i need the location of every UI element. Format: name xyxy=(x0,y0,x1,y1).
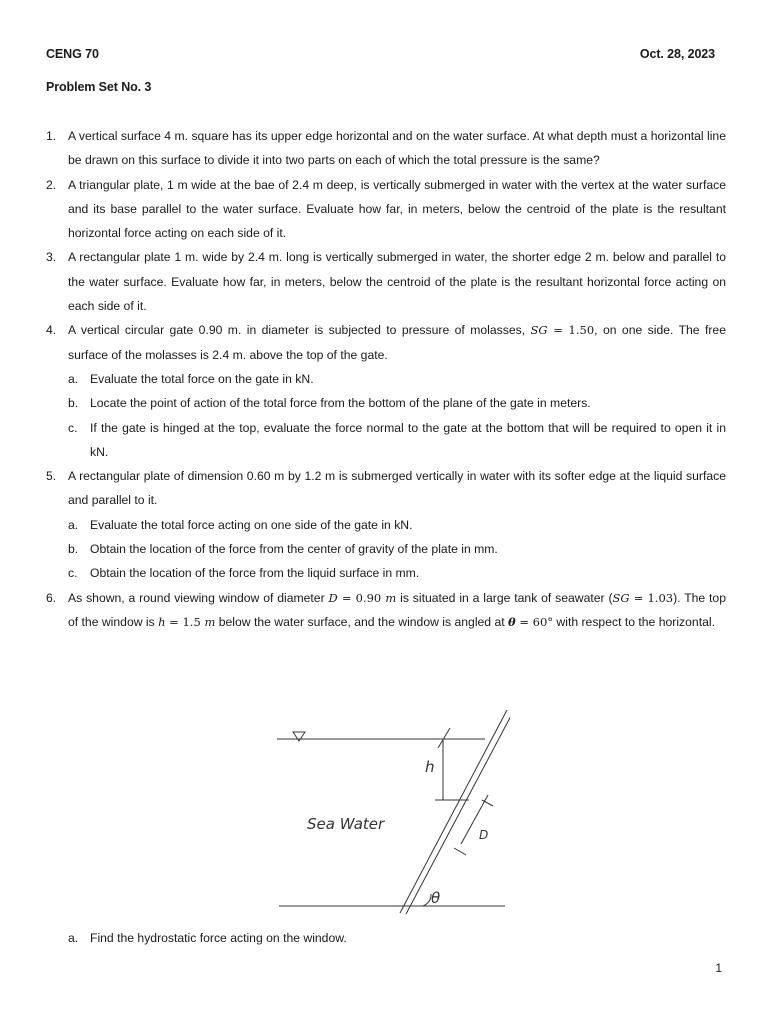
label-sea-water: Sea Water xyxy=(307,815,385,833)
problem-number: 3. xyxy=(46,250,57,265)
math-theta: θ xyxy=(508,614,516,629)
subpart-letter: a. xyxy=(68,371,79,386)
math-h-unit: m xyxy=(204,614,216,629)
problem-text: As shown, a round viewing window of diameter xyxy=(68,590,329,605)
problem-item xyxy=(46,124,726,173)
followup-question xyxy=(68,926,347,950)
math-d: D xyxy=(328,590,338,605)
subpart-text: Obtain the location of the force from the center of gravity of the plate in mm. xyxy=(90,542,498,557)
math-sg: SG xyxy=(530,323,548,338)
problem-text: A rectangular plate of dimension 0.60 m by 1.2 m is submerged vertically in water with its softer edge at the liquid surface and parallel to it. xyxy=(68,469,726,508)
subpart-text: Evaluate the total force on the gate in kN. xyxy=(90,371,314,386)
problem-text: with respect to the horizontal. xyxy=(553,614,715,629)
label-d: D xyxy=(479,828,489,842)
subpart-list xyxy=(68,513,726,586)
subpart-item xyxy=(68,391,726,415)
problem-text: ). The top of the window is xyxy=(68,590,726,629)
math-h: h xyxy=(158,614,166,629)
subpart-item xyxy=(68,367,726,391)
problem-number: 1. xyxy=(46,129,57,143)
subpart-letter: b. xyxy=(68,396,79,411)
subpart-text: Find the hydrostatic force acting on the window. xyxy=(90,931,347,945)
problem-item xyxy=(46,245,726,318)
problem-text: below the water surface, and the window is angled at xyxy=(215,614,509,629)
math-sg-value: = 1.03 xyxy=(629,590,674,605)
page-number: 1 xyxy=(715,961,722,975)
angle-arc xyxy=(423,894,431,906)
problem-text: A rectangular plate 1 m. wide by 2.4 m. long is vertically submerged in water, the shorter edge 2 m. below and parallel to the water surface. Evaluate how far, in meters, below the centroid of the plate is the resultant horizontal force acting on each side of it. xyxy=(68,250,726,314)
problem-number: 6. xyxy=(46,590,57,605)
window-diagram-svg xyxy=(275,708,510,920)
tank-wall-outer xyxy=(406,712,510,914)
subpart-letter: a. xyxy=(68,931,79,945)
problem-list xyxy=(46,124,726,634)
subpart-list xyxy=(68,367,726,464)
subpart-letter: c. xyxy=(68,420,78,435)
math-d-unit: m xyxy=(385,590,397,605)
subpart-letter: c. xyxy=(68,566,78,581)
problem-number: 4. xyxy=(46,323,57,338)
math-sg: SG xyxy=(612,590,630,605)
problem-item xyxy=(46,173,726,246)
subpart-text: Obtain the location of the force from the liquid surface in mm. xyxy=(90,566,420,581)
subpart-item xyxy=(68,513,726,537)
water-surface-icon xyxy=(293,732,305,741)
math-sg-value: = 1.50 xyxy=(547,323,595,338)
tank-wall-inner xyxy=(400,710,507,913)
problem-text: A vertical surface 4 m. square has its upper edge horizontal and on the water surface. At what depth must a horizontal line be drawn on this surface to divide it into two parts on each of which the total pressure is the same? xyxy=(68,129,726,168)
window-diagram xyxy=(275,708,510,920)
subpart-text: If the gate is hinged at the top, evaluate the force normal to the gate at the bottom that will be required to open it in kN. xyxy=(90,420,726,459)
problem-text: is situated in a large tank of seawater ( xyxy=(396,590,613,605)
problem-item xyxy=(46,464,726,585)
subpart-item xyxy=(68,561,726,585)
math-theta-value: = 60° xyxy=(515,614,554,629)
math-d-value: = 0.90 xyxy=(337,590,386,605)
problem-text: A triangular plate, 1 m wide at the bae of 2.4 m deep, is vertically submerged in water with the vertex at the water surface and its base parallel to the water surface. Evaluate how far, in meters, below the centroid of the plate is the resultant horizontal force acting on each side of it. xyxy=(68,177,726,241)
subpart-item xyxy=(68,537,726,561)
label-h: h xyxy=(425,758,435,776)
label-theta: θ xyxy=(431,889,441,907)
course-code: CENG 70 xyxy=(46,47,99,61)
problem-item xyxy=(46,318,726,464)
subpart-letter: a. xyxy=(68,517,79,532)
problem-item xyxy=(46,586,726,635)
subpart-item xyxy=(68,416,726,465)
h-top-tick xyxy=(438,728,450,748)
subpart-letter: b. xyxy=(68,542,79,557)
problem-text: A vertical circular gate 0.90 m. in diameter is subjected to pressure of molasses, xyxy=(68,323,531,338)
document-title: Problem Set No. 3 xyxy=(46,80,152,94)
math-h-value: = 1.5 xyxy=(165,614,205,629)
problem-number: 2. xyxy=(46,177,57,192)
subpart-text: Evaluate the total force acting on one side of the gate in kN. xyxy=(90,517,413,532)
date: Oct. 28, 2023 xyxy=(639,47,715,61)
subpart-text: Locate the point of action of the total force from the bottom of the plane of the gate in meters. xyxy=(90,396,591,411)
problem-text: , on one side. The free surface of the molasses is 2.4 m. above the top of the gate. xyxy=(68,323,726,362)
d-bottom-tick xyxy=(454,848,466,855)
problem-number: 5. xyxy=(46,469,57,484)
